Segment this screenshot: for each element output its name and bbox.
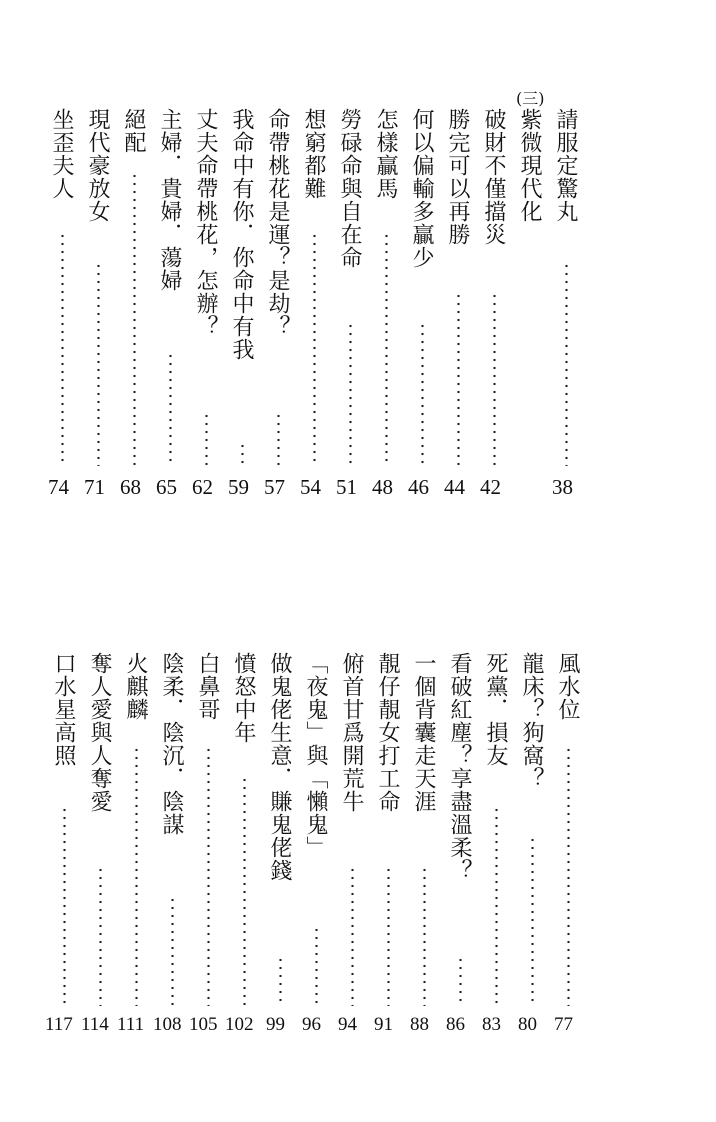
toc-entry-title: 「夜鬼」與「懶鬼」 — [303, 652, 328, 859]
toc-page-number: 114 — [81, 1014, 109, 1035]
toc-entry-title: 想窮都難 — [301, 108, 326, 200]
toc-entry[interactable] — [153, 0, 190, 1122]
toc-page-number: 88 — [410, 1014, 429, 1035]
toc-entry-title: 絕配 — [121, 108, 146, 154]
dot-leader — [315, 926, 318, 1006]
toc-page-number: 108 — [153, 1014, 182, 1035]
toc-entry-title: 勝完可以再勝 — [445, 108, 470, 246]
toc-page-number: 102 — [225, 1014, 254, 1035]
toc-entry[interactable] — [300, 0, 334, 1122]
toc-entry-title: 丈夫命帶桃花，怎辦？ — [193, 108, 218, 338]
toc-entry-title: 風水位 — [555, 652, 580, 721]
dot-leader — [207, 746, 210, 1006]
toc-entry-title: 主婦．貴婦．蕩婦 — [157, 108, 182, 292]
toc-entry-title: 俯首甘爲開荒牛 — [339, 652, 364, 813]
toc-page-number: 71 — [84, 475, 105, 499]
toc-entry[interactable] — [189, 0, 226, 1122]
toc-entry-title: 口水星高照 — [51, 652, 76, 767]
toc-page-number: 54 — [300, 475, 321, 499]
dot-leader — [459, 956, 462, 1006]
toc-page-number: 57 — [264, 475, 285, 499]
toc-page-number: 99 — [266, 1014, 285, 1035]
toc-entry[interactable] — [444, 0, 478, 1122]
toc-page-number: 65 — [156, 475, 177, 499]
toc-entry-title: 勞碌命與自在命 — [337, 108, 362, 269]
toc-entry-title: 怎樣贏馬 — [373, 108, 398, 200]
toc-page-number: 80 — [518, 1014, 537, 1035]
toc-entry-title: 請服定驚丸 — [553, 108, 578, 223]
toc-page-number: 51 — [336, 475, 357, 499]
toc-page-number: 68 — [120, 475, 141, 499]
dot-leader — [495, 806, 498, 1006]
toc-entry-title: 火麒麟 — [123, 652, 148, 721]
toc-entry[interactable] — [336, 0, 370, 1122]
toc-entry[interactable] — [372, 0, 406, 1122]
toc-page-number: 83 — [482, 1014, 501, 1035]
toc-page-number: 77 — [554, 1014, 573, 1035]
toc-page-number: 46 — [408, 475, 429, 499]
dot-leader — [423, 866, 426, 1006]
toc-entry[interactable] — [480, 0, 514, 1122]
toc-entry[interactable] — [408, 0, 442, 1122]
toc-entry-title: 靚仔靚女打工命 — [375, 652, 400, 813]
toc-entry-title: 奪人愛與人奪愛 — [87, 652, 112, 813]
toc-entry-title: 命帶桃花是運？是劫？ — [265, 108, 290, 338]
toc-entry-title: 憤怒中年 — [231, 652, 256, 744]
toc-entry-title: 看破紅塵？享盡溫柔？ — [447, 652, 472, 882]
toc-page-number: 42 — [480, 475, 501, 499]
dot-leader — [351, 866, 354, 1006]
dot-leader — [135, 746, 138, 1006]
toc-entry-title: 破財不僅擋災 — [481, 108, 506, 246]
toc-page-number: 94 — [338, 1014, 357, 1035]
dot-leader — [243, 776, 246, 1006]
toc-page-number: 74 — [48, 475, 69, 499]
dot-leader — [531, 836, 534, 1006]
toc-entry[interactable] — [516, 0, 550, 1122]
toc-entry[interactable] — [117, 0, 154, 1122]
toc-entry-title: 死黨．損友 — [483, 652, 508, 767]
toc-page-number: 111 — [117, 1014, 145, 1035]
toc-page-number: 59 — [228, 475, 249, 499]
dot-leader — [99, 866, 102, 1006]
toc-page-number: 48 — [372, 475, 393, 499]
toc-entry-title: 何以偏輸多贏少 — [409, 108, 434, 269]
dot-leader — [171, 896, 174, 1006]
dot-leader — [567, 746, 570, 1006]
toc-entry[interactable] — [81, 0, 118, 1122]
toc-entry-title: 白鼻哥 — [195, 652, 220, 721]
toc-page-number: 38 — [552, 475, 573, 499]
toc-page-number: 105 — [189, 1014, 218, 1035]
toc-entry[interactable] — [225, 0, 262, 1122]
toc-entry-title: 我命中有你．你命中有我 — [229, 108, 254, 361]
toc-entry-title: 做鬼佬生意．賺鬼佬錢 — [267, 652, 292, 882]
dot-leader — [387, 866, 390, 1006]
toc-entry-title: 紫微現代化 — [517, 108, 542, 223]
toc-entry-title: 坐歪夫人 — [49, 108, 74, 200]
toc-entry[interactable] — [45, 0, 82, 1122]
toc-page-number: 86 — [446, 1014, 465, 1035]
toc-page-number: 44 — [444, 475, 465, 499]
toc-entry[interactable] — [264, 0, 298, 1122]
toc-entry-title: 陰柔．陰沉．陰謀 — [159, 652, 184, 836]
toc-entry-title: 現代豪放女 — [85, 108, 110, 223]
toc-page-number: 96 — [302, 1014, 321, 1035]
toc-entry-title: 一個背囊走天涯 — [411, 652, 436, 813]
toc-entry[interactable] — [552, 0, 586, 1122]
toc-page-number: 62 — [192, 475, 213, 499]
dot-leader — [63, 806, 66, 1006]
dot-leader — [279, 956, 282, 1006]
section-marker: (三) — [516, 89, 545, 108]
toc-page-number: 117 — [45, 1014, 73, 1035]
toc-page-number: 91 — [374, 1014, 393, 1035]
toc-entry-title: 龍床？狗窩？ — [519, 652, 544, 790]
